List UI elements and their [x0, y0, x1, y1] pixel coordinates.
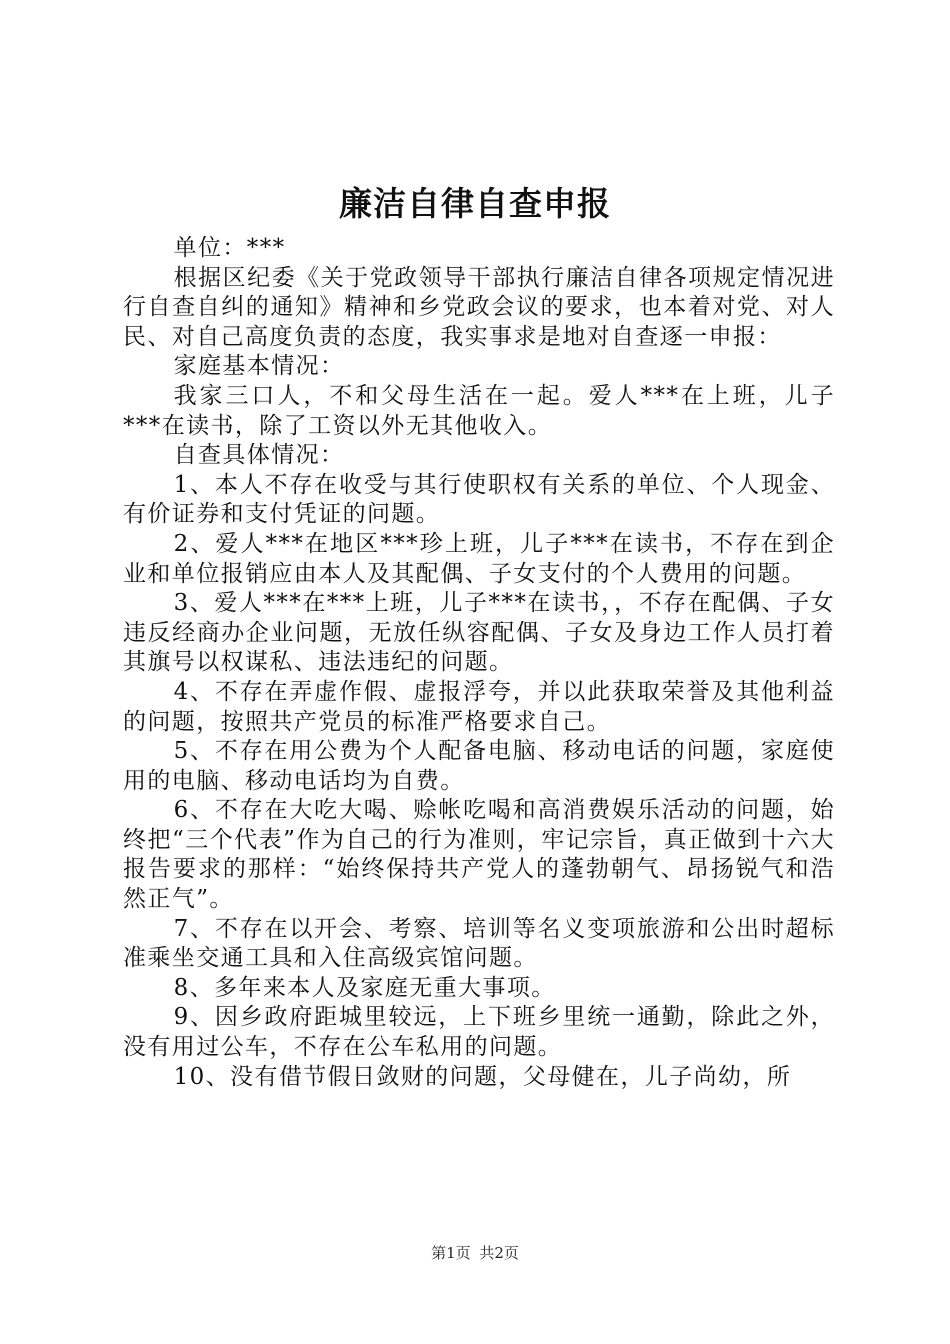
- list-item-7: 7、不存在以开会、考察、培训等名义变项旅游和公出时超标准乘坐交通工具和入住高级宾馆问题。: [123, 915, 835, 972]
- list-item-3: 3、爱人***在***上班，儿子***在读书，，不存在配偶、子女违反经商办企业问题，无放任纵容配偶、子女及身边工作人员打着其旗号以权谋私、违法违纪的问题。: [123, 590, 835, 676]
- paragraph-intro: 根据区纪委《关于党政领导干部执行廉洁自律各项规定情况进行自查自纠的通知》精神和乡党政会议的要求，也本着对党、对人民、对自己高度负责的态度，我实事求是地对自查逐一申报：: [123, 264, 835, 350]
- paragraph-family: 我家三口人，不和父母生活在一起。爱人***在上班，儿子***在读书，除了工资以外无其他收入。: [123, 382, 835, 439]
- list-item-2: 2、爱人***在地区***珍上班，儿子***在读书，不存在到企业和单位报销应由本人及其配偶、子女支付的个人费用的问题。: [123, 530, 835, 587]
- page-total: 共2页: [479, 1244, 519, 1262]
- list-item-9: 9、因乡政府距城里较远，上下班乡里统一通勤，除此之外，没有用过公车，不存在公车私用的问题。: [123, 1004, 835, 1061]
- heading-self-check: 自查具体情况：: [173, 442, 345, 469]
- list-item-10: 10、没有借节假日敛财的问题，父母健在，儿子尚幼，所: [173, 1063, 792, 1090]
- paragraph-unit: 单位：***: [173, 235, 286, 261]
- document-body: [123, 234, 835, 1092]
- page-footer: [0, 1243, 950, 1263]
- list-item-1: 1、本人不存在收受与其行使职权有关系的单位、个人现金、有价证券和支付凭证的问题。: [123, 471, 835, 528]
- list-item-6: 6、不存在大吃大喝、赊帐吃喝和高消费娱乐活动的问题，始终把“三个代表”作为自己的行为准则，牢记宗旨，真正做到十六大报告要求的那样：“始终保持共产党人的蓬勃朝气、昂扬锐气和浩然正气”。: [123, 797, 835, 913]
- list-item-8: 8、多年来本人及家庭无重大事项。: [173, 974, 556, 1001]
- list-item-5: 5、不存在用公费为个人配备电脑、移动电话的问题，家庭使用的电脑、移动电话均为自费。: [123, 738, 835, 794]
- page-number: 第1页: [431, 1244, 471, 1262]
- list-item-4: 4、不存在弄虚作假、虚报浮夸，并以此获取荣誉及其他利益的问题，按照共产党员的标准严格要求自己。: [123, 678, 835, 735]
- document-title: 廉洁自律自查申报: [339, 184, 611, 223]
- heading-family-situation: 家庭基本情况：: [173, 353, 345, 380]
